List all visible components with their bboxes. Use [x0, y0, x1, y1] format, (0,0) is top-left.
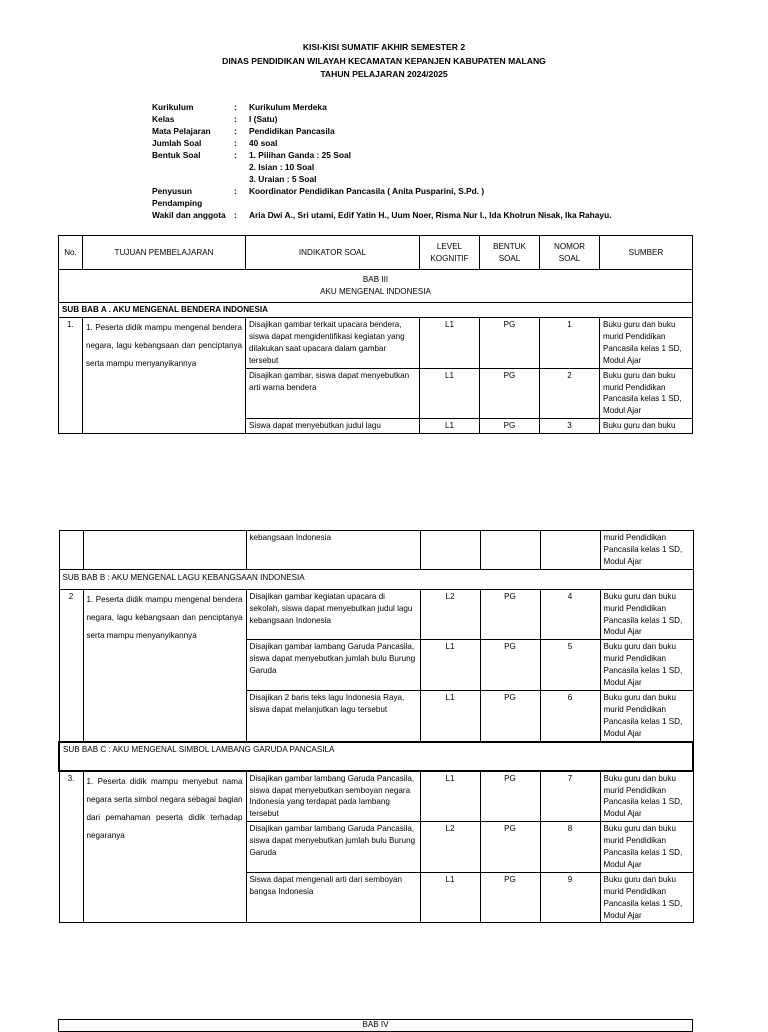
document-header: [0, 41, 768, 82]
bentuk-cell: PG: [480, 690, 540, 741]
level-cell: [420, 531, 480, 570]
tujuan-cell: 1. Peserta didik mampu menyebut nama negara serta simbol negara sebagai bagian dari pemahaman peserta didik terhadap negaranya: [83, 771, 246, 923]
level-cell: L1: [420, 368, 480, 419]
indikator-cell: Disajikan gambar kegiatan upacara di sekolah, siswa dapat menyebutkan judul lagu kebangsaan Indonesia: [246, 589, 420, 640]
bentuk-cell: PG: [480, 640, 540, 691]
meta-label: Jumlah Soal: [152, 138, 202, 148]
level-cell: L1: [420, 690, 480, 741]
table-header-row: [59, 236, 693, 270]
meta-row: [152, 197, 612, 209]
table-row: [59, 771, 693, 822]
kisi-kisi-table-part3: [58, 1019, 693, 1032]
level-cell: L1: [420, 640, 480, 691]
nomor-cell: [540, 531, 600, 570]
meta-row: [152, 185, 612, 197]
meta-row: [152, 113, 612, 125]
tujuan-cell: 1. Peserta didik mampu mengenal bendera negara, lagu kebangsaan dan penciptanya serta mampu menyanyikannya: [83, 589, 246, 741]
meta-row: [152, 125, 612, 137]
meta-value: Kurikulum Merdeka: [249, 102, 327, 112]
level-cell: L1: [420, 419, 480, 434]
meta-info: [152, 101, 612, 221]
meta-colon: [234, 173, 249, 185]
tujuan-cell: [83, 531, 246, 570]
meta-colon: :: [234, 102, 237, 112]
bentuk-cell: PG: [480, 368, 540, 419]
bentuk-cell: PG: [480, 419, 540, 434]
indikator-cell: Disajikan gambar lambang Garuda Pancasila, siswa dapat menyebutkan semboyan negara Indonesia yang terdapat pada lambang tersebut: [246, 771, 420, 822]
meta-value: 3. Uraian : 5 Soal: [249, 174, 317, 184]
subbab-row: [59, 569, 693, 589]
bentuk-cell: PG: [480, 822, 540, 873]
meta-label: Kelas: [152, 114, 175, 124]
indikator-cell: Siswa dapat mengenali arti dari semboyan bangsa Indonesia: [246, 872, 420, 923]
header-nomor: NOMOR SOAL: [540, 236, 600, 270]
meta-colon: :: [234, 114, 237, 124]
sumber-cell: murid Pendidikan Pancasila kelas 1 SD, Modul Ajar: [600, 531, 693, 570]
meta-label: Bentuk Soal: [152, 150, 201, 160]
sumber-cell: Buku guru dan buku murid Pendidikan Pancasila kelas 1 SD, Modul Ajar: [600, 318, 693, 369]
bentuk-cell: PG: [480, 589, 540, 640]
bab-title: BAB III: [362, 275, 389, 284]
meta-value: 40 soal: [249, 138, 278, 148]
nomor-cell: 6: [540, 690, 600, 741]
meta-label: [152, 173, 234, 185]
meta-colon: :: [234, 126, 237, 136]
meta-value: Aria Dwi A., Sri utami, Edif Yatin H., Uum Noer, Risma Nur I., Ida Kholrun Nisak, Ika Rahayu.: [249, 210, 612, 220]
row-no: 1.: [59, 318, 83, 434]
bentuk-cell: PG: [480, 318, 540, 369]
level-cell: L1: [420, 872, 480, 923]
indikator-cell: Disajikan 2 baris teks lagu Indonesia Raya, siswa dapat melanjutkan lagu tersebut: [246, 690, 420, 741]
indikator-cell: Siswa dapat menyebutkan judul lagu: [246, 419, 420, 434]
meta-label: [152, 161, 234, 173]
indikator-cell: Disajikan gambar lambang Garuda Pancasila, siswa dapat menyebutkan jumlah bulu Burung Garuda: [246, 822, 420, 873]
level-cell: L1: [420, 771, 480, 822]
table-row: [59, 589, 693, 640]
bab-row: [59, 270, 693, 303]
table-row: [59, 318, 693, 369]
meta-row: [152, 161, 612, 173]
sumber-cell: Buku guru dan buku murid Pendidikan Pancasila kelas 1 SD, Modul Ajar: [600, 368, 693, 419]
meta-value: I (Satu): [249, 114, 278, 124]
subbab-a: SUB BAB A . AKU MENGENAL BENDERA INDONESIA: [59, 303, 693, 318]
nomor-cell: 8: [540, 822, 600, 873]
bentuk-cell: PG: [480, 872, 540, 923]
level-cell: L2: [420, 822, 480, 873]
bab-subtitle: AKU MENGENAL INDONESIA: [320, 287, 431, 296]
header-no: No.: [59, 236, 83, 270]
subbab-c: SUB BAB C : AKU MENGENAL SIMBOL LAMBANG GARUDA PANCASILA: [59, 742, 693, 771]
meta-label: Pendamping: [152, 198, 203, 208]
meta-value: [249, 197, 612, 209]
bab-row: [59, 1020, 693, 1032]
meta-row: [152, 209, 612, 221]
meta-label: Mata Pelajaran: [152, 126, 211, 136]
header-bentuk: BENTUK SOAL: [480, 236, 540, 270]
meta-colon: :: [234, 186, 237, 196]
nomor-cell: 5: [540, 640, 600, 691]
header-institution: DINAS PENDIDIKAN WILAYAH KECAMATAN KEPANJEN KABUPATEN MALANG: [222, 55, 546, 66]
header-sumber: SUMBER: [600, 236, 693, 270]
bentuk-cell: [480, 531, 540, 570]
header-year: TAHUN PELAJARAN 2024/2025: [320, 69, 448, 79]
tujuan-cell: 1. Peserta didik mampu mengenal bendera negara, lagu kebangsaan dan penciptanya serta mampu menyanyikannya: [83, 318, 246, 434]
nomor-cell: 1: [540, 318, 600, 369]
meta-colon: [234, 161, 249, 173]
sumber-cell: Buku guru dan buku murid Pendidikan Pancasila kelas 1 SD, Modul Ajar: [600, 771, 693, 822]
subbab-b: SUB BAB B : AKU MENGENAL LAGU KEBANGSAAN INDONESIA: [59, 569, 693, 589]
sumber-cell: Buku guru dan buku: [600, 419, 693, 434]
header-indikator: INDIKATOR SOAL: [246, 236, 420, 270]
meta-label: Wakil dan anggota: [152, 210, 226, 220]
meta-value: Pendidikan Pancasila: [249, 126, 335, 136]
subbab-row: [59, 303, 693, 318]
meta-colon: :: [234, 210, 237, 220]
meta-colon: :: [234, 138, 237, 148]
level-cell: L2: [420, 589, 480, 640]
row-no: 3.: [59, 771, 83, 923]
meta-value: Koordinator Pendidikan Pancasila ( Anita Pusparini, S.Pd. ): [249, 186, 485, 196]
row-no: 2: [59, 589, 83, 741]
meta-value: 1. Pilihan Ganda : 25 Soal: [249, 150, 351, 160]
indikator-cell: Disajikan gambar, siswa dapat menyebutkan arti warna bendera: [246, 368, 420, 419]
indikator-cell: Disajikan gambar lambang Garuda Pancasila, siswa dapat menyebutkan jumlah bulu Burung Garuda: [246, 640, 420, 691]
nomor-cell: 4: [540, 589, 600, 640]
table-row: [59, 531, 693, 570]
meta-value: 2. Isian : 10 Soal: [249, 162, 315, 172]
bab-heading: BAB IV: [59, 1020, 693, 1032]
meta-row: [152, 149, 612, 161]
kisi-kisi-table-part1: [58, 235, 693, 434]
bentuk-cell: PG: [480, 771, 540, 822]
sumber-cell: Buku guru dan buku murid Pendidikan Pancasila kelas 1 SD, Modul Ajar: [600, 640, 693, 691]
indikator-cell: kebangsaan Indonesia: [246, 531, 420, 570]
bab-heading: [59, 270, 693, 303]
meta-colon: [234, 197, 249, 209]
nomor-cell: 7: [540, 771, 600, 822]
sumber-cell: Buku guru dan buku murid Pendidikan Pancasila kelas 1 SD, Modul Ajar: [600, 589, 693, 640]
meta-row: [152, 137, 612, 149]
header-tujuan: TUJUAN PEMBELAJARAN: [83, 236, 246, 270]
meta-colon: :: [234, 150, 237, 160]
kisi-kisi-table-part2: [58, 530, 694, 923]
nomor-cell: 9: [540, 872, 600, 923]
header-title: KISI-KISI SUMATIF AKHIR SEMESTER 2: [302, 42, 466, 52]
sumber-cell: Buku guru dan buku murid Pendidikan Pancasila kelas 1 SD, Modul Ajar: [600, 690, 693, 741]
sumber-cell: Buku guru dan buku murid Pendidikan Pancasila kelas 1 SD, Modul Ajar: [600, 872, 693, 923]
nomor-cell: 3: [540, 419, 600, 434]
header-level: LEVEL KOGNITIF: [420, 236, 480, 270]
subbab-row: [59, 742, 693, 771]
meta-row: [152, 173, 612, 185]
sumber-cell: Buku guru dan buku murid Pendidikan Pancasila kelas 1 SD, Modul Ajar: [600, 822, 693, 873]
indikator-cell: Disajikan gambar terkait upacara bendera, siswa dapat mengidentifikasi kegiatan yang dilakukan saat upacara dalam gambar tersebut: [246, 318, 420, 369]
row-no: [59, 531, 83, 570]
meta-label: Penyusun: [152, 186, 193, 196]
meta-label: Kurikulum: [152, 102, 194, 112]
level-cell: L1: [420, 318, 480, 369]
nomor-cell: 2: [540, 368, 600, 419]
meta-row: [152, 101, 612, 113]
